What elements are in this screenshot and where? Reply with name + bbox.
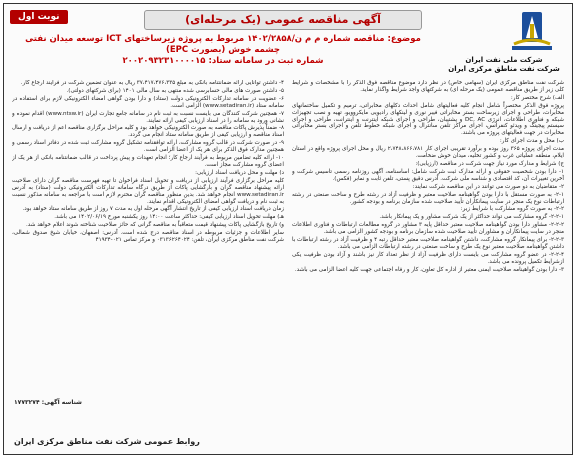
right-column [292,80,564,440]
paragraph: ۱۰- ارائه کلیه تضامین مربوط به فرآیند ارجاع کار؛ انجام تعهدات و پیش پرداخت در قالب ضمانتنامه بانکی از هر یک از اعضای گروه مشارکت مجاز است. [12,155,284,168]
paragraph: زمان دریافت اسناد ارزیابی کیفی از تاریخ انتشار آگهی مرحله اول به مدت ۷ روز از طریق سامانه ستاد خواهد بود. [22,206,284,213]
paragraph: ۵- داشتن صورت های مالی حسابرسی شده منتهی به سال مالی ۱۴۰۱ (برای شرکتهای دولتی). [66,87,284,94]
paragraph: ۹- در صورت شرکت در قالب گروه مشارکت، ارائه توافقنامه تشکیل گروه مشارکت ثبت شده در دفاتر اسناد رسمی و همچنین مدارک فوق الذکر برای هر یک از اعضا الزامی است. [12,140,284,154]
paragraph: ۲-۲-۴- در عضو گروه مشارکت می بایست دارای ظرفیت آزاد از نظر تعداد کار نیز باشند و آزاد بودن ظرفیت یکی ازشرایط تکمیل پرونده می باشد. [292,251,564,265]
paragraph: ۱- دارا بودن شخصیت حقوقی و ارائه مدارک ثبت شرکت شامل: اساسنامه، آگهی روزنامه رسمی تاسیس شرکت و آخرین تغییرات آن، کد اقتصادی و شناسه ملی شرکت. آدرس دقیق پستی، تلفن ثابت و نمابر (فکس). [292,168,564,182]
paragraph: ۲-۱- به صورت مستقل با دارا بودن گواهینامه صلاحیت معتبر و ظرفیت آزاد در رشته طرح و ساخت صنعتی در رشته ارتباطات نوع یک منجر در سایت پیمانکاران تأیید صلاحیت شده سازمان برنامه و بودجه کشور. [292,191,564,205]
org-parent: شرکت ملی نفت ایران [465,56,543,64]
paragraph: ۲- متقاضیان به دو صورت می توانند در این مناقصه شرکت نمایند: [412,183,564,190]
paragraph: پروژه فوق الذکر مختصراً شامل انجام کلیه فعالیتهای شامل احداث دکلهای مخابراتی، ترمیم و تکمیل ساختمانهای مخابرات، طراحی و اجرای زیرساخت بستر مخابراتی فیبر نوری و لینکهای رادیویی مایکروویو، تهیه و نصب تجهیزات شبکه و فناوری اطلاعات، انرژی DC, AC و پشتیبان، طراحی و اجرای شبکه اینترنت و اینترانت، طراحی و اجرای سیستم پیجینگ و ویدئو کنفرانس، اجرای مراکز تلفن سانترال و اجرای شبکه خطوط تلفن و اجرای بستر مخابراتی مخابرات در جهت فعالیتهای پروژه می باشند. [292,102,564,137]
paragraph: هـ) مهلت تحویل اسناد ارزیابی کیفی: حداکثر ساعت ۱۴:۰۰ روز یکشنبه مورخ ۱۴۰۲/۰۶/۱۹ می باشد. [54,214,284,221]
org-name: شرکت نفت مناطق مرکزی ایران [448,65,560,73]
paragraph: و) تاریخ بازگشایی پاکات پیشنهاد قیمت متعاقباً به مناقصه گرانی که حائز صلاحیت شناخته شوند اعلام خواهد شد. [26,222,284,229]
subject-title: موضوع: مناقصه شماره م م ن/۱۴۰۲/۲۸۵۸ مربوط به پروژه زیرساختهای ICT توسعه میدان نفتی چشمه خوش (بصورت EPC) [25,34,421,55]
first-notice-badge: نوبت اول [10,10,68,24]
paragraph: ۶- عضویت در سامانه تدارکات الکترونیکی دولت (ستاد) و دارا بودن گواهی امضاء الکترونیکی لازم برای استفاده در سامانه ستاد (www.setadiran.ir) الزامی است. [12,95,284,109]
public-relations-footer: روابط عمومی شرکت نفت مناطق مرکزی ایران [14,437,200,446]
paragraph: ب) محل و مدت اجرای کار: [499,138,564,145]
paragraph: ۴- داشتن توانایی ارائه ضمانتنامه بانکی به مبلغ ۳۷،۴۱۷،۴۷۶،۳۳۵ ریال به عنوان تضمین شرکت در فرآیند ارجاع کار. [20,80,284,86]
paragraph: الف) شرح مختصر کار: [510,94,564,101]
paragraph: کلیه مراحل برگزاری فرآیند ارزیابی از دریافت و تحویل اسناد فراخوان تا تهیه فهرست مناقصه گران دارای صلاحیت ارائه پیشنهاد مناقصه گران و بارگشایی پاکات از طریق درگاه سامانه تدارکات الکترونیکی دولت (ستاد) به آدرس www.setadiran.ir انجام خواهد شد. بدین منظور مناقصه گران محترم لازم است با مراجعه به سامانه مذکور نسبت به ثبت نام و دریافت گواهی امضای الکترونیکی اقدام نمایند. [12,177,284,205]
tender-notice [3,3,573,455]
paragraph: ۸- ضمناً پذیرش پاکات مناقصه به صورت الکترونیکی خواهد بود و کلیه مراحل برگزاری مناقصه اعم از دریافت و ارسال اسناد مناقصه و ارزیابی کیفی از طریق سامانه ستاد انجام می گردد. [12,125,284,139]
notice-id: شناسه آگهی: ۱۷۷۳۲۷۴ [14,399,82,406]
setad-registration: شماره ثبت در سامانه ستاد: ۲۰۰۲۰۹۳۲۳۱۰۰۰۰۱۵ [122,56,324,66]
paragraph: ۲-۲-۱- گروه مشارکت می تواند حداکثر از یک شرکت مشاور و یک پیمانکار باشد. [379,214,564,221]
subject-block [12,34,434,67]
paragraph: ج) شرایط و مدارک مورد نیاز جهت شرکت در مناقصه (ارزیابی): [415,160,564,167]
paragraph: ۷- همچنین شرکت کنندگان می بایست نسبت به ثبت نام در سامانه جامع تجارت ایران (www.ntsw.ir) اقدام نموده و نشانی ورود به سامانه را در اسناد ارزیابی کیفی ارائه نمایند. [12,110,284,124]
left-column [12,80,284,426]
paragraph: مدت اجرای پروژه ۳۶۵ روز بوده و برآورد تقریبی اجرای کار ۲،۷۴۸،۸۶۶،۷۸۱ ریال و محل اجرای پروژه واقع در استان ایلام، منطقه عملیاتی غرب و کشور تخلیه، میدان خوش ضخامت. [292,146,564,160]
paragraph: سایر اطلاعات و جزئیات مربوطه در اسناد مناقصه درج شده است. آدرس: اصفهان، خیابان شیخ صدوق شمالی، شرکت نفت مناطق مرکزی ایران، تلفن: ۰۳۱۳۶۲۶۴۰۲۴ و مرکز تماس ۰۲۱-۴۱۹۳۴ [12,230,284,244]
paragraph: ۳- دارا بودن گواهینامه صلاحیت ایمنی معتبر از اداره کل تعاون، کار و رفاه اجتماعی جهت کلیه اعضا الزامی می باشد. [294,266,564,273]
nioc-logo-icon [500,10,564,54]
paragraph: د) مهلت و محل دریافت اسناد ارزیابی: [195,169,284,176]
notice-headline: آگهی مناقصه عمومی (یک مرحله‌ای) [144,10,422,30]
paragraph: ۲-۲-۲- مشاور دارا بودن گواهینامه صلاحیت معتبر حداقل پایه ۳ مشاور در گروه مطالعات ارتباطات و فناوری اطلاعات منجر در سایت پیمانکاران و مشاوران تأیید صلاحیت شده سازمان برنامه و بودجه کشور الزامی می باشد. [292,222,564,236]
org-block [444,56,564,74]
paragraph: ۲-۲-۳- برای پیمانکار گروه مشارکت، داشتن گواهینامه صلاحیت معتبر حداقل رتبه ۴ و ظرفیت آزاد در رشته ارتباطات با داشتن گواهینامه صلاحیت معتبر نوع یک طرح و ساخت صنعتی در رشته ارتباطات الزامی می باشد. [292,237,564,250]
paragraph: شرکت نفت مناطق مرکزی ایران (سهامی خاص) در نظر دارد موضوع مناقصه فوق الذکر را با مشخصات و شرایط کلی زیر از طریق مناقصه عمومی (یک مرحله ای) به شرکتهای واجد شرایط واگذار نماید. [292,80,564,93]
paragraph: ۲-۲- به صورت گروه مشارکت با شرایط زیر: [460,206,564,213]
